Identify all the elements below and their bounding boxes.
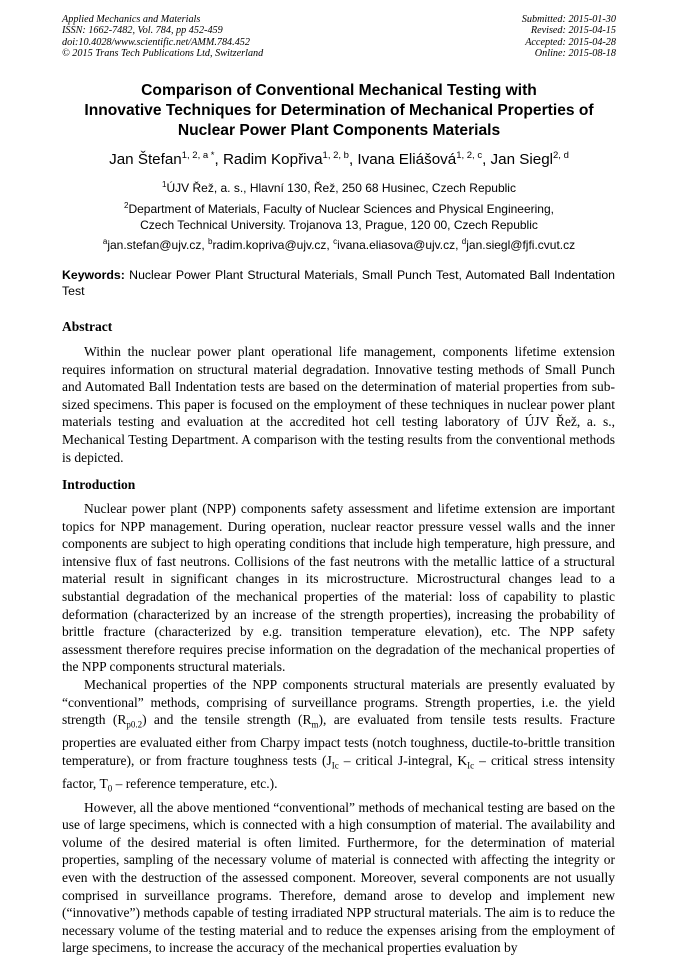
keywords-label: Keywords: bbox=[62, 268, 125, 282]
email-link[interactable]: radim.kopriva@ujv.cz, bbox=[212, 238, 334, 252]
title-line-1: Comparison of Conventional Mechanical Testing with bbox=[141, 82, 537, 99]
accepted-date: Accepted: 2015-04-28 bbox=[525, 36, 616, 48]
title-line-2: Innovative Techniques for Determination of Mechanical Properties of bbox=[84, 102, 594, 119]
copyright-line: © 2015 Trans Tech Publications Ltd, Switzerland bbox=[62, 47, 264, 59]
issn-line: ISSN: 1662-7482, Vol. 784, pp 452-459 bbox=[62, 25, 223, 37]
email-link[interactable]: jan.stefan@ujv.cz, bbox=[107, 238, 208, 252]
introduction-body bbox=[62, 500, 615, 957]
doi-line: doi:10.4028/www.scientific.net/AMM.784.452 bbox=[62, 36, 250, 48]
email-link[interactable]: ivana.eliasova@ujv.cz, bbox=[337, 238, 462, 252]
author: Jan Štefan$^{1, 2, a *}$, bbox=[109, 150, 223, 169]
author-list bbox=[0, 150, 678, 168]
author: Jan Siegl$^{2, d}$ bbox=[490, 150, 569, 169]
online-date: Online: 2015-08-18 bbox=[534, 47, 616, 59]
affiliation-2: $^2$Department of Materials, Faculty of Nuclear Sciences and Physical Engineering, Czech Technical University. Trojanova 13, Prague, 120 00, Czech Republic bbox=[124, 201, 554, 232]
keywords bbox=[62, 268, 615, 299]
title-line-3: Nuclear Power Plant Components Materials bbox=[177, 122, 501, 139]
journal-header-left bbox=[62, 14, 263, 59]
author: Radim Kopřiva$^{1, 2, b}$, bbox=[222, 150, 358, 169]
intro-paragraph-3: However, all the above mentioned “conventional” methods of mechanical testing are based on the use of large specimens, which is connected with a high consumption of material. The availability and volume of the desired material is often limited. Furthermore, for the determination of material properties, sampling of the necessary volume of material is connected with affecting the integrity or even with the destruction of the assessed component. Moreover, several components are not usually comprised in surveillance programs. Therefore, demand arose to develop and implement new (“innovative”) methods capable of testing irradiated NPP structural materials. The aim is to reduce the necessary volume of the testing material and to reduce the expenses arising from the employment of large specimens, to increase the accuracy of the mechanical properties evaluation by bbox=[62, 799, 615, 956]
email-link[interactable]: jan.siegl@fjfi.cvut.cz bbox=[466, 238, 576, 252]
paper-title bbox=[40, 81, 638, 141]
abstract-paragraph: Within the nuclear power plant operational life management, components lifetime extension requires information on structural material degradation. Innovative testing methods of Small Punch and Automated Ball Indentation tests are based on the determination of material properties from sub-sized specimens. This paper is focused on the employment of these techniques in nuclear power plant materials testing and evaluation at the accredited hot cell testing laboratory of ÚJV Řež, a. s., Mechanical Testing Department. A comparison with the testing results from the conventional methods is depicted. bbox=[62, 344, 615, 465]
affiliation-1: $^1$ÚJV Řež, a. s., Hlavní 130, Řež, 250 68 Husinec, Czech Republic bbox=[162, 180, 516, 195]
intro-paragraph-2: Mechanical properties of the NPP components structural materials are presently evaluated by “conventional” methods, comprising of surveillance programs. Strength properties, i.e. the yield strength $(R_{p0.2})$ and the tensile strength $(R_m)$, are evaluated from tensile tests results. Fracture properties are evaluated either from Charpy impact tests (notch toughness, ductile-to-brittle transition temperature), or from fracture toughness tests ($J_{Ic}$ – critical J-integral, $K_{Ic}$ – critical stress intensity factor, $T_0$ – reference temperature, etc.). bbox=[62, 676, 615, 794]
author: Ivana Eliášová$^{1, 2, c}$, bbox=[357, 150, 491, 169]
keywords-text: Nuclear Power Plant Structural Materials, Small Punch Test, Automated Ball Indentation Test bbox=[62, 268, 615, 298]
abstract-body bbox=[62, 343, 615, 466]
journal-header-right bbox=[522, 14, 616, 59]
submitted-date: Submitted: 2015-01-30 bbox=[521, 14, 616, 25]
email-list: $^a$jan.stefan@ujv.cz, $^b$radim.kopriva@ujv.cz, $^c$ivana.eliasova@ujv.cz, $^d$jan.siegl@fjfi.cvut.cz bbox=[102, 237, 576, 252]
introduction-heading: Introduction bbox=[62, 477, 136, 492]
abstract-heading: Abstract bbox=[62, 319, 113, 334]
revised-date: Revised: 2015-04-15 bbox=[530, 25, 616, 37]
journal-name: Applied Mechanics and Materials bbox=[62, 14, 201, 25]
intro-paragraph-1: Nuclear power plant (NPP) components safety assessment and lifetime extension are important topics for NPP management. During operation, nuclear reactor pressure vessel walls and the inner components are subject to high operating conditions that include high temperature, high pressure, and intensive flux of fast neutrons. Collisions of the fast neutrons with the metallic lattice of a structural material result in significant changes in its microstructure. Microstructural changes lead to a substantial degradation of the mechanical properties of the material: loss of capability to plastic deformation (characterized by an increase of the strength properties), increasing the probability of brittle fracture (characterized by e.g. transition temperature elevation), etc. The NPP safety assessment therefore requires precise information on the degradation of the mechanical properties of the NPP components structural materials. bbox=[62, 501, 615, 675]
